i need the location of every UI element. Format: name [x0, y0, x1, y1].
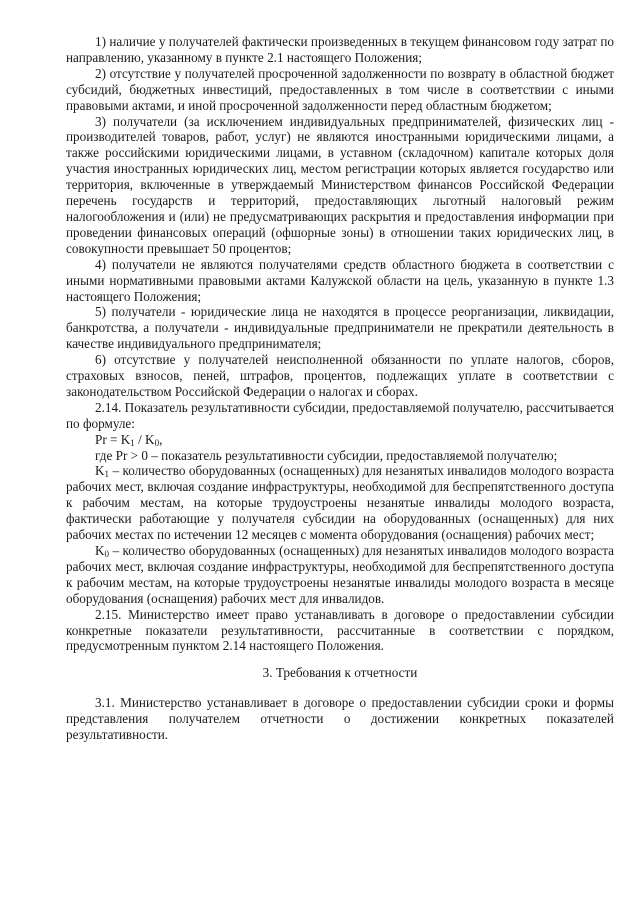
k1-subscript: 1 — [104, 469, 110, 480]
condition-item-2: 2) отсутствие у получателей просроченной задолженности по возврату в областной бюджет субсидий, бюджетных инвестиций, предоставленных в том числе в соответствии с иными правовыми актами, и иной просроченной задолженности перед областным бюджетом; — [66, 65, 614, 113]
k0-symbol: K — [95, 543, 105, 558]
definition-k1 — [66, 463, 614, 543]
formula — [66, 432, 614, 448]
formula-sub-0: 0 — [154, 437, 160, 448]
formula-left: Pr = K — [95, 431, 131, 447]
k1-symbol: K — [95, 463, 105, 479]
definition-k0 — [66, 543, 614, 607]
k1-text: – количество оборудованных (оснащенных) для незанятых инвалидов молодого возраста рабочих мест, включая создание инфраструктуры, необходимой для беспрепятственного доступа к рабочим местам, на которые трудоустроены незанятые инвалиды молодого возраста, фактически работающие у получателя субсидии на оборудованных (оснащенных) для них рабочих местах по истечении 12 месяцев с момента оборудования (оснащения) рабочих мест; — [66, 463, 614, 543]
section-3-heading: 3. Требования к отчетности — [262, 665, 418, 681]
paragraph-2-15: 2.15. Министерство имеет право устанавливать в договоре о предоставлении субсидии конкретные показатели результативности, рассчитанные в соответствии с порядком, предусмотренным пунктом 2.14 настоящего Положения. — [66, 606, 614, 654]
k0-subscript: 0 — [104, 549, 110, 559]
formula-where: где Pr > 0 – показатель результативности субсидии, предоставляемой получателю; — [95, 447, 558, 463]
condition-item-3: 3) получатели (за исключением индивидуальных предпринимателей, физических лиц - производителей товаров, работ, услуг) не являются иностранными юридическими лицами, а также российскими юридическими лицами, в уставном (складочном) капитале которых доля участия иностранных юридических лиц, местом регистрации которых является государство или территория, включенные в утверждаемый Министерством финансов Российской Федерации перечень государств и территорий, предоставляющих льготный налоговый режим налогообложения и (или) не предусматривающих раскрытия и предоставления информации при проведении финансовых операций (офшорные зоны) в отношении таких юридических лиц, в совокупности превышает 50 процентов; — [66, 113, 614, 256]
formula-mid: / K — [134, 431, 155, 447]
paragraph-3-1: 3.1. Министерство устанавливает в договоре о предоставлении субсидии сроки и формы представления получателем отчетности о достижении конкретных показателей результативности. — [66, 695, 614, 743]
formula-sub-1: 1 — [130, 437, 135, 448]
condition-item-6: 6) отсутствие у получателей неисполненной обязанности по уплате налогов, сборов, страховых взносов, пеней, штрафов, процентов, подлежащих уплате в соответствии с законодательством Российской Федерации о налогах и сборах. — [66, 352, 614, 399]
k0-text: – количество оборудованных (оснащенных) для незанятых инвалидов молодого возраста рабочих мест, включая создание инфраструктуры, необходимой для беспрепятственного доступа к рабочим местам, на которые трудоустроены незанятые инвалиды молодого возраста в месяце оборудования (оснащения) рабочих мест для инвалидов. — [66, 543, 614, 606]
condition-item-1: 1) наличие у получателей фактически произведенных в текущем финансовом году затрат по направлению, указанному в пункте 2.1 настоящего Положения; — [66, 34, 614, 65]
condition-item-4: 4) получатели не являются получателями средств областного бюджета в соответствии с иными нормативными правовыми актами Калужской области на цель, указанную в пункте 1.3 настоящего Положения; — [66, 256, 614, 304]
document-page — [66, 34, 614, 743]
paragraph-2-14: 2.14. Показатель результативности субсидии, предоставляемой получателю, рассчитывается по формуле: — [66, 399, 614, 431]
condition-item-5: 5) получатели - юридические лица не находятся в процессе реорганизации, ликвидации, банкротства, а получатели - индивидуальные предприниматели не прекратили деятельность в качестве индивидуального предпринимателя; — [66, 304, 614, 352]
formula-tail: , — [159, 431, 163, 447]
